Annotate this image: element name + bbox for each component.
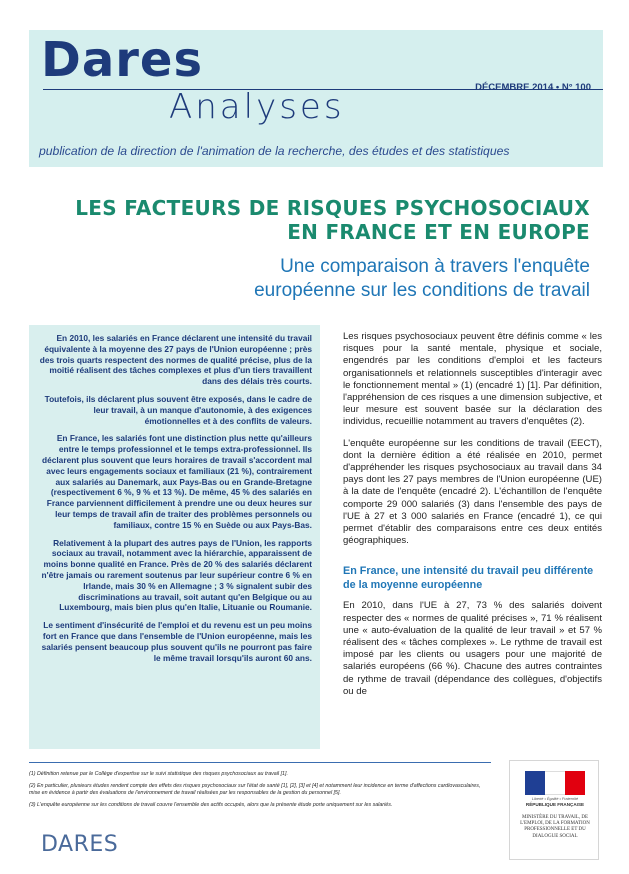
republique-francaise: RÉPUBLIQUE FRANÇAISE <box>525 802 585 807</box>
issue-date-number: DÉCEMBRE 2014 • N° 100 <box>475 82 591 93</box>
footnote: (2) En particulier, plusieurs études rendent compte des effets des risques psychosociaux sur l'état de santé [1], [2], [3] et [4] et notamment leur incidence en terme d'affections cardiovasculaires, mise en évidence à partir des évaluations de l'environnement de travail réalisées par les responsables de la gestion du personnel [5]. <box>29 783 481 796</box>
brand-logo-analyses: Analyses <box>169 87 345 127</box>
marianne-flag-icon <box>525 771 585 795</box>
republic-motto: Liberté • Égalité • Fraternité <box>531 797 579 801</box>
body-paragraph-intro: Les risques psychosociaux peuvent être définis comme « les risques pour la santé mentale, physique et sociale, engendrés par les conditions d'emploi et les facteurs organisationnels et relationnels susceptibles d'interagir avec le fonctionnement mental » (1) (encadré 1) [1]. Par définition, l'appréhension de ces risques a une dimension subjective, et leur mesure est souvent basée sur la déclaration des individus, recueillie notamment au travers d'enquêtes (2). <box>343 331 602 428</box>
body-paragraph-intensity: En 2010, dans l'UE à 27, 73 % des salariés doivent respecter des « normes de qualité précises », 71 % réalisent une « auto-évaluation de la qualité de leur travail » et 57 % réalisent des « tâches complexes ». Le rythme de travail est imposé par les clients ou usagers pour une majorité de salariés européens (66 %). Chacune des autres contraintes de rythme de travail (dépendance des collègues, d'objectifs ou de <box>343 600 602 697</box>
article-title-line-2: EN FRANCE ET EN EUROPE <box>287 220 590 244</box>
footnote: (3) L'enquête européenne sur les conditions de travail couvre l'ensemble des actifs occupés, alors que la présente étude porte uniquement sur les salariés. <box>29 802 393 808</box>
footnotes <box>29 771 491 814</box>
flag-red-band <box>565 771 585 795</box>
article-subtitle-line-1: Une comparaison à travers l'enquête <box>280 256 590 277</box>
ministry-name: MINISTÈRE DU TRAVAIL, DE L'EMPLOI, DE LA FORMATION PROFESSIONNELLE ET DU DIALOGUE SOCIAL <box>520 815 590 839</box>
article-subtitle-line-2: européenne sur les conditions de travail <box>254 280 590 301</box>
summary-paragraph: En France, les salariés font une distinction plus nette qu'ailleurs entre le temps professionnel et le temps extra-professionnel. Ils déclarent plus souvent que leurs horaires de travail s'accordent mal avec leurs engagements sociaux et familiaux (21 %), contrairement aux salariés au Danemark, aux Pays-Bas ou en Grande-Bretagne (respectivement 6 %, 9 % et 13 %). De même, 45 % des salariés en France parviennent difficilement à prendre une ou deux heures sur leur temps de travail afin de traiter des problèmes personnels ou familiaux, contre 15 % en Suède ou aux Pays-Bas. <box>41 433 312 530</box>
footnote-divider <box>29 762 491 763</box>
article-title <box>60 196 590 244</box>
summary-paragraph: En 2010, les salariés en France déclarent une intensité du travail équivalente à la moyenne des 27 pays de l'Union européenne ; près des trois quarts respectent des normes de qualité précise, plus de la moitié réalisent des tâches complexes et plus d'un tiers travaillent dans des délais très courts. <box>39 333 312 387</box>
summary-box <box>29 325 320 749</box>
summary-paragraph: Relativement à la plupart des autres pays de l'Union, les rapports sociaux au travail, notamment avec la hiérarchie, apparaissent de moins bonne qualité en France. Près de 20 % des salariés déclarent n'être jamais ou rarement soutenus par leur supérieur contre 6 % en Irlande, mais 30 % en Allemagne ; 3 % signalent subir des discriminations au travail, soit autant qu'en Belgique ou au Luxembourg, mais bien plus qu'en Italie, Lituanie ou Roumanie. <box>41 537 312 613</box>
ministry-logo <box>509 760 599 860</box>
section-heading: En France, une intensité du travail peu différente de la moyenne européenne <box>343 565 594 592</box>
body-paragraph-survey: L'enquête européenne sur les conditions de travail (EECT), dont la dernière édition a été réalisée en 2010, permet d'appréhender les risques psychosociaux au travail dans 34 pays dont les 27 pays membres de l'Union européenne (UE) à la date de l'enquête (encadré 2). L'échantillon de l'enquête comporte 29 000 salariés (3) dans l'ensemble des pays de l'UE à 27 et 3 000 salariés en France (encadré 1), ce qui permet d'établir des comparaisons entre ces deux entités géographiques. <box>343 437 602 547</box>
masthead <box>29 30 603 167</box>
article-title-line-1: LES FACTEURS DE RISQUES PSYCHOSOCIAUX <box>75 196 590 220</box>
brand-logo-dares: Dares <box>41 32 204 88</box>
article-subtitle <box>60 255 590 303</box>
flag-white-band <box>545 771 565 795</box>
publication-tagline: publication de la direction de l'animation de la recherche, des études et des statistiques <box>39 144 510 158</box>
summary-paragraph: Le sentiment d'insécurité de l'emploi et du revenu est un peu moins fort en France que dans l'ensemble de l'Union européenne, mais les salariés pensent beaucoup plus souvent qu'ils ne pourront pas faire le même travail lorsqu'ils auront 60 ans. <box>41 620 312 663</box>
body-column <box>343 331 602 707</box>
summary-paragraph: Toutefois, ils déclarent plus souvent être exposés, dans le cadre de leur travail, à un manque d'autonomie, à des exigences émotionnelles et à des conflits de valeurs. <box>44 393 312 426</box>
dares-footer-logo: DARES <box>41 832 119 857</box>
flag-blue-band <box>525 771 545 795</box>
footnote: (1) Définition retenue par le Collège d'expertise sur le suivi statistique des risques psychosociaux au travail [1]. <box>29 771 288 777</box>
